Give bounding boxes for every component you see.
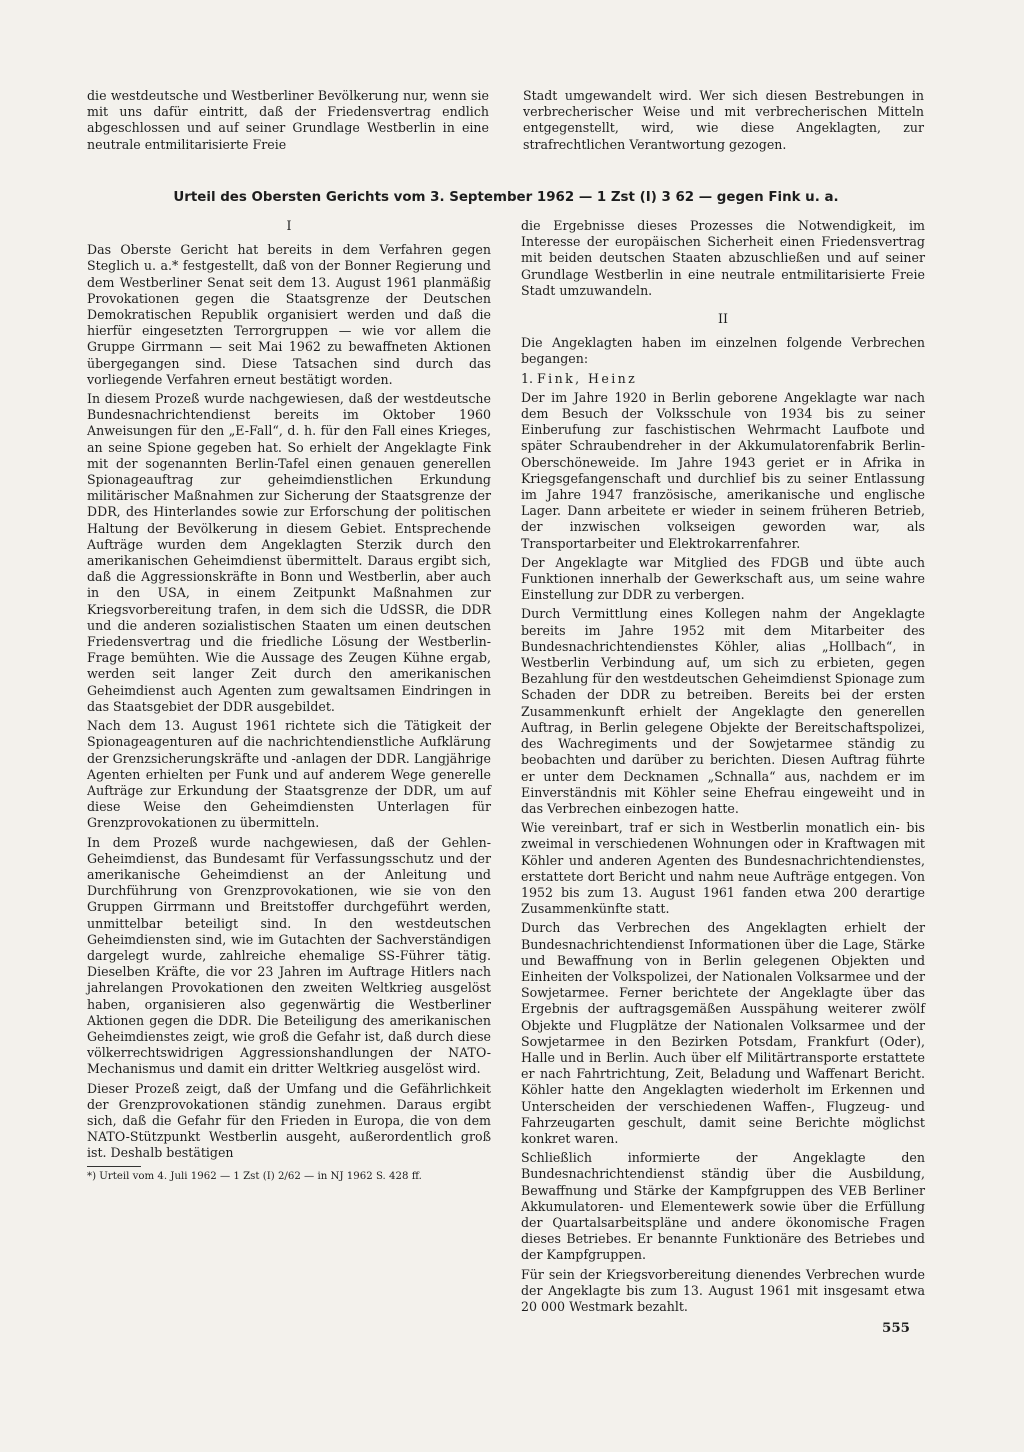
defendant-name: Fink, Heinz — [537, 370, 638, 386]
paragraph: In diesem Prozeß wurde nachgewiesen, daß der westdeutsche Bundesnachrichtendienst bereits im Oktober 1960 Anweisungen für den „E-Fall“, d. h. für den Fall eines Krieges, an seine Spione gegeben hat. So erhielt der Angeklagte Fink mit der sogenannten Berlin-Tafel einen genauen generellen Spionageauftrag zur geheimdienstlichen Erkundung militärischer Maßnahmen zur Sicherung der Staatsgrenze der DDR, des Hinterlandes sowie zur Erforschung der politischen Haltung der Bevölkerung in diesem Gebiet. Entsprechende Aufträge wurden dem Angeklagten Sterzik durch den amerikanischen Geheimdienst übermittelt. Daraus ergibt sich, daß die Aggressionskräfte in Bonn und Westberlin, aber auch in den USA, in einem Zeitpunkt Maßnahmen zur Kriegsvorbereitung trafen, in dem sich die UdSSR, die DDR und die anderen sozialistischen Staaten um einen deutschen Friedensvertrag und die friedliche Lösung der Westberlin-Frage bemühten. Wie die Aussage des Zeugen Kühne ergab, werden seit langer Zeit durch den amerikanischen Geheimdienst auch Agenten zum gewaltsamen Eindringen in das Staatsgebiet der DDR ausgebildet. — [87, 391, 491, 714]
paragraph: Durch Vermittlung eines Kollegen nahm der Angeklagte bereits im Jahre 1952 mit dem Mitarbeiter des Bundesnachrichtendienstes Köhler, alias „Hollbach“, in Westberlin Verbindung auf, um sich zu erbieten, gegen Bezahlung für den westdeutschen Geheimdienst Spionage zum Schaden der DDR zu betreiben. Bereits bei der ersten Zusammenkunft erhielt der Angeklagte den generellen Auftrag, in Berlin gelegene Objekte der Bereitschaftspolizei, des Wachregiments und der Sowjetarmee ständig zu beobachten und darüber zu berichten. Diesen Auftrag führte er unter dem Decknamen „Schnalla“ aus, nachdem er im Einverständnis mit Köhler seine Ehefrau eingeweiht und in das Verbrechen einbezogen hatte. — [521, 606, 925, 816]
section-heading-ii: II — [718, 311, 728, 327]
judgment-headline: Urteil des Obersten Gerichts vom 3. September 1962 — 1 Zst (I) 3 62 — gegen Fink u. a. — [173, 190, 839, 205]
paragraph: Schließlich informierte der Angeklagte den Bundesnachrichtendienst ständig über die Ausbildung, Bewaffnung und Stärke der Kampfgruppen des VEB Berliner Akkumulatoren- und Elementewerk sowie über die Erfüllung der Quartalsarbeitspläne und andere ökonomische Fragen dieses Betriebes. Er benannte Funktionäre des Betriebes und der Kampfgruppen. — [521, 1150, 925, 1263]
paragraph: Die Angeklagten haben im einzelnen folgende Verbrechen begangen: — [521, 335, 925, 367]
paragraph: Das Oberste Gericht hat bereits in dem Verfahren gegen Steglich u. a.* festgestellt, daß von der Bonner Regierung und dem Westberliner Senat seit dem 13. August 1961 planmäßig Provokationen gegen die Staatsgrenze der Deutschen Demokratischen Republik organisiert werden und daß die hierfür eingesetzten Terrorgruppen — wie vor allem die Gruppe Girrmann — seit Mai 1962 zu bewaffneten Aktionen übergegangen sind. Diese Tatsachen sind durch das vorliegende Verfahren erneut bestätigt worden. — [87, 242, 491, 387]
paragraph: die Ergebnisse dieses Prozesses die Notwendigkeit, im Interesse der europäischen Sicherheit einen Friedensvertrag mit beiden deutschen Staaten abzuschließen und auf seiner Grundlage Westberlin in eine neutrale entmilitarisierte Freie Stadt umzuwandeln. — [521, 218, 925, 298]
paragraph: die westdeutsche und Westberliner Bevölkerung nur, wenn sie mit uns dafür eintritt, daß der Friedensvertrag endlich abgeschlossen und auf seiner Grundlage Westberlin in eine neutrale entmilitarisierte Freie — [87, 88, 489, 152]
footnote-rule — [87, 1166, 141, 1167]
paragraph: Der im Jahre 1920 in Berlin geborene Angeklagte war nach dem Besuch der Volksschule von 1934 bis zu seiner Einberufung zur faschistischen Wehrmacht Laufbote und später Schraubendreher in der Akkumulatorenfabrik Berlin-Oberschöneweide. Im Jahre 1943 geriet er in Afrika in Kriegsgefangenschaft und durchlief bis zu seiner Entlassung im Jahre 1947 französische, amerikanische und englische Lager. Dann arbeitete er wieder in seinem früheren Betrieb, der inzwischen volkseigen geworden war, als Transportarbeiter und Elektrokarrenfahrer. — [521, 389, 925, 551]
paragraph: Wie vereinbart, traf er sich in Westberlin monatlich ein- bis zweimal in verschiedenen Wohnungen oder in Kraftwagen mit Köhler und anderen Agenten des Bundesnachrichtendienstes, erstattete dort Bericht und nahm neue Aufträge entgegen. Von 1952 bis zum 13. August 1961 fanden etwa 200 derartige Zusammenkünfte statt. — [521, 820, 925, 917]
page-number: 555 — [882, 1320, 910, 1336]
section-heading-i: I — [286, 218, 292, 233]
continued-text-left — [87, 88, 489, 156]
paragraph: Durch das Verbrechen des Angeklagten erhielt der Bundesnachrichtendienst Informationen über die Lage, Stärke und Bewaffnung von in Berlin gelegenen Objekten und Einheiten der Volkspolizei, der Nationalen Volksarmee und der Sowjetarmee. Ferner berichtete der Angeklagte über das Ergebnis der auftragsgemäßen Ausspähung weiterer zwölf Objekte und Flugplätze der Nationalen Volksarmee und der Sowjetarmee in den Bezirken Potsdam, Frankfurt (Oder), Halle und in Berlin. Auch über elf Militärtransporte erstattete er nach Fahrtrichtung, Zeit, Beladung und Waffenart Bericht. Köhler hatte den Angeklagten wiederholt im Erkennen und Unterscheiden der verschiedenen Waffen-, Flugzeug- und Fahrzeugarten geschult, damit seine Berichte möglichst konkret waren. — [521, 920, 925, 1146]
left-column — [87, 218, 491, 1183]
defendant-subheading — [521, 371, 925, 387]
subheading-number: 1. — [521, 370, 534, 386]
paragraph: Der Angeklagte war Mitglied des FDGB und übte auch Funktionen innerhalb der Gewerkschaft aus, um seine wahre Einstellung zur DDR zu verbergen. — [521, 554, 925, 603]
paragraph: In dem Prozeß wurde nachgewiesen, daß der Gehlen-Geheimdienst, das Bundesamt für Verfassungsschutz und der amerikanische Geheimdienst an der Anleitung und Durchführung von Grenzprovokationen, wie sie von den Gruppen Girrmann und Breitstoffer durchgeführt werden, unmittelbar beteiligt sind. In den westdeutschen Geheimdiensten sind, wie im Gutachten der Sachverständigen dargelegt wurde, zahlreiche ehemalige SS-Führer tätig. Dieselben Kräfte, die vor 23 Jahren im Auftrage Hitlers nach jahrelangen Provokationen den zweiten Weltkrieg ausgelöst haben, organisieren also gegenwärtig die Westberliner Aktionen gegen die DDR. Die Beteiligung des amerikanischen Geheimdienstes zeigt, wie groß die Gefahr ist, daß durch diese völkerrechtswidrigen Aggressionshandlungen der NATO-Mechanismus und damit ein dritter Weltkrieg ausgelöst wird. — [87, 834, 491, 1077]
paragraph: Stadt umgewandelt wird. Wer sich diesen Bestrebungen in verbrecherischer Weise und mit verbrecherischen Mitteln entgegenstellt, wird, wie diese Angeklagten, zur strafrechtlichen Verantwortung gezogen. — [523, 88, 924, 152]
paragraph: Dieser Prozeß zeigt, daß der Umfang und die Gefährlichkeit der Grenzprovokationen ständig zunehmen. Daraus ergibt sich, daß die Gefahr für den Frieden in Europa, die von dem NATO-Stützpunkt Westberlin ausgeht, außerordentlich groß ist. Deshalb bestätigen — [87, 1080, 491, 1161]
paragraph: Für sein der Kriegsvorbereitung dienendes Verbrechen wurde der Angeklagte bis zum 13. August 1961 mit insgesamt etwa 20 000 Westmark bezahlt. — [521, 1266, 925, 1314]
paragraph: Nach dem 13. August 1961 richtete sich die Tätigkeit der Spionageagenturen auf die nachrichtendienstliche Aufklärung der Grenzsicherungskräfte und -anlagen der DDR. Langjährige Agenten erhielten per Funk und auf anderem Wege generelle Aufträge zur Erkundung der Staatsgrenze der DDR, um auf diese Weise den Geheimdiensten Unterlagen für Grenzprovokationen zu übermitteln. — [87, 718, 491, 831]
footnote: *) Urteil vom 4. Juli 1962 — 1 Zst (I) 2/62 — in NJ 1962 S. 428 ff. — [87, 1170, 422, 1182]
continued-text-right — [523, 88, 924, 156]
right-column — [521, 218, 925, 1318]
